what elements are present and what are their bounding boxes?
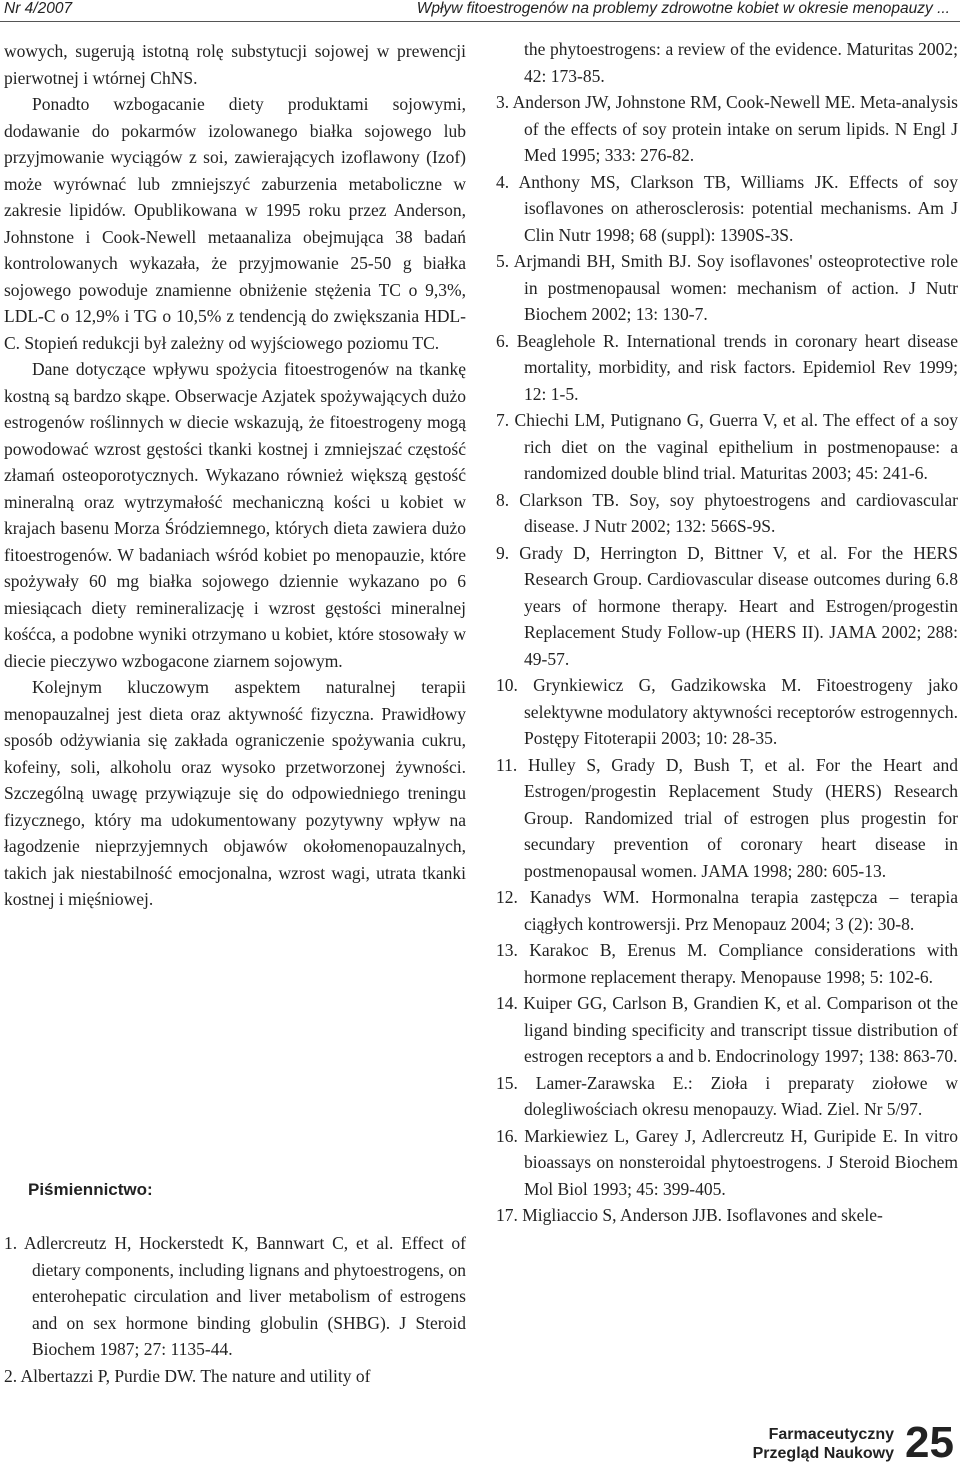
running-title: Wpływ fitoestrogenów na problemy zdrowotne kobiet w okresie menopauzy ... [416, 0, 950, 17]
journal-name-line: Farmaceutyczny [768, 1426, 894, 1443]
reference-list-left [4, 1230, 466, 1389]
reference-item: 8. Clarkson TB. Soy, soy phytoestrogens and cardiovascular disease. J Nutr 2002; 132: 566S-9S. [496, 489, 958, 536]
reference-item: 4. Anthony MS, Clarkson TB, Williams JK. Effects of soy isoflavones on atherosclerosis: potential mechanisms. Am J Clin Nutr 1998; 68 (suppl): 1390S-3S. [496, 171, 958, 245]
reference-item: 1. Adlercreutz H, Hockerstedt K, Bannwart C, et al. Effect of dietary components, including lignans and phytoestrogens, on enterohepatic circulation and liver metabolism of estrogens and on sex hormone binding globulin (SHBG). J Steroid Biochem 1987; 27: 1135-44. [4, 1233, 466, 1359]
reference-item: 6. Beaglehole R. International trends in coronary heart disease mortality, morbidity, and risk factors. Epidemiol Rev 1999; 12: 1-5. [496, 330, 958, 404]
running-header [0, 0, 960, 22]
journal-name [753, 1425, 894, 1463]
reference-item: 14. Kuiper GG, Carlson B, Grandien K, et al. Comparison ot the ligand binding specificity and transcript tissue distribution of estrogen receptors a and b. Endocrinology 1997; 138: 863-70. [496, 993, 958, 1066]
body-paragraph: Dane dotyczące wpływu spożycia fitoestrogenów na tkankę kostną są bardzo skąpe. Obserwacje Azjatek spożywających dużo estrogenów roślinnych w diecie wskazują, że fitoestrogeny mogą powodować wzrost gęstości tkanki kostnej i zmniejszać częstość złamań osteoporotycznych. Wykazano również większą gęstość mineralną oraz wytrzymałość mechaniczną kości u kobiet w krajach basenu Morza Śródziemnego, których dieta zawiera dużo fitoestrogenów. W badaniach wśród kobiet po menopauzie, które spożywały 60 mg białka sojowego dziennie wykazano po 6 miesiącach diety remineralizację i wzrost gęstości mineralnej kośćca, a podobne wyniki otrzymano u kobiet, które stosowały w diecie pieczywo wzbogacone ziarnem sojowym. [4, 359, 466, 671]
page-number: 25 [905, 1418, 954, 1467]
references-heading: Piśmiennictwo: [28, 1180, 153, 1199]
reference-item: 9. Grady D, Herrington D, Bittner V, et al. For the HERS Research Group. Cardiovascular disease outcomes during 6.8 years of hormone therapy. Heart and Estrogen/progestin Replacement Study Follow-up (HERS II). JAMA 2002; 288: 49-57. [496, 542, 958, 669]
issue-number: Nr 4/2007 [4, 0, 73, 17]
reference-item: 5. Arjmandi BH, Smith BJ. Soy isoflavones' osteoprotective role in postmenopausal women: mechanism of action. J Nutr Biochem 2002; 13: 130-7. [496, 251, 958, 324]
body-paragraph: wowych, sugerują istotną rolę substytucji sojowej w prewencji pierwotnej i wtórnej ChNS. [4, 41, 466, 88]
body-paragraph: Kolejnym kluczowym aspektem naturalnej terapii menopauzalnej jest dieta oraz aktywność fizyczna. Prawidłowy sposób odżywiania się zakłada ograniczenie spożywania cukru, kofeiny, soli, alkoholu oraz wysoko przetworzonej żywności. Szczególną uwagę przywiązuje się do odpowiedniego treningu fizycznego, który ma udokumentowany pozytywny wpływ na łagodzenie nieprzyjemnych objawów okołomenopauzalnych, takich jak niestabilność emocjonalna, wzrost wagi, utrata tkanki kostnej i mięśniowej. [4, 677, 466, 909]
reference-item: 3. Anderson JW, Johnstone RM, Cook-Newell ME. Meta-analysis of the effects of soy protein intake on serum lipids. N Engl J Med 1995; 333: 276-82. [496, 92, 958, 165]
reference-continuation: the phytoestrogens: a review of the evidence. Maturitas 2002; 42: 173-85. [524, 39, 958, 86]
reference-item: 7. Chiechi LM, Putignano G, Guerra V, et al. The effect of a soy rich diet on the vaginal epithelium in postmenopause: a randomized double blind trial. Maturitas 2003; 45: 241-6. [496, 410, 958, 483]
reference-item: 15. Lamer-Zarawska E.: Zioła i preparaty ziołowe w dolegliwościach okresu menopauzy. Wiad. Ziel. Nr 5/97. [496, 1072, 958, 1119]
reference-item: 13. Karakoc B, Erenus M. Compliance considerations with hormone replacement therapy. Menopause 1998; 5: 102-6. [496, 940, 958, 987]
reference-item: 12. Kanadys WM. Hormonalna terapia zastępcza – terapia ciągłych kontrowersji. Prz Menopauz 2004; 3 (2): 30-8. [496, 887, 958, 934]
reference-item: 16. Markiewiez L, Garey J, Adlercreutz H, Guripide E. In vitro bioassays on nonsteroidal phytoestrogens. J Steroid Biochem Mol Biol 1993; 45: 399-405. [496, 1125, 958, 1199]
reference-item: 17. Migliaccio S, Anderson JJB. Isoflavones and skele- [496, 1205, 883, 1225]
reference-list-right [496, 36, 958, 1229]
page-footer [694, 1415, 954, 1471]
reference-item: 11. Hulley S, Grady D, Bush T, et al. For the Heart and Estrogen/progestin Replacement Study (HERS) Research Group. Randomized trial of estrogen plus progestin for secundary prevention of coronary heart disease in postmenopausal women. JAMA 1998; 280: 605-13. [496, 754, 958, 881]
body-text-column [4, 38, 466, 913]
body-paragraph: Ponadto wzbogacanie diety produktami sojowymi, dodawanie do pokarmów izolowanego białka sojowego lub przyjmowanie wyciągów z soi, zawierających izoflawony (Izof) może wyrównać lub zmniejszyć zaburzenia metaboliczne w zakresie lipidów. Opublikowana w 1995 roku przez Anderson, Johnstone i Cook-Newell metaanaliza obejmująca 38 badań kontrolowanych wykazała, że przyjmowanie 25-50 g białka sojowego powoduje znamienne obniżenie stężenia TC o 9,3%, LDL-C o 12,9% i TG o 10,5% z tendencją do zwiększania HDL-C. Stopień redukcji był zależny od wyjściowego poziomu TC. [4, 94, 466, 353]
reference-item: 10. Grynkiewicz G, Gadzikowska M. Fitoestrogeny jako selektywne modulatory aktywności receptorów estrogennych. Postępy Fitoterapii 2003; 10: 28-35. [496, 675, 958, 748]
journal-name-line: Przegląd Naukowy [752, 1445, 894, 1462]
reference-item: 2. Albertazzi P, Purdie DW. The nature and utility of [4, 1365, 371, 1386]
